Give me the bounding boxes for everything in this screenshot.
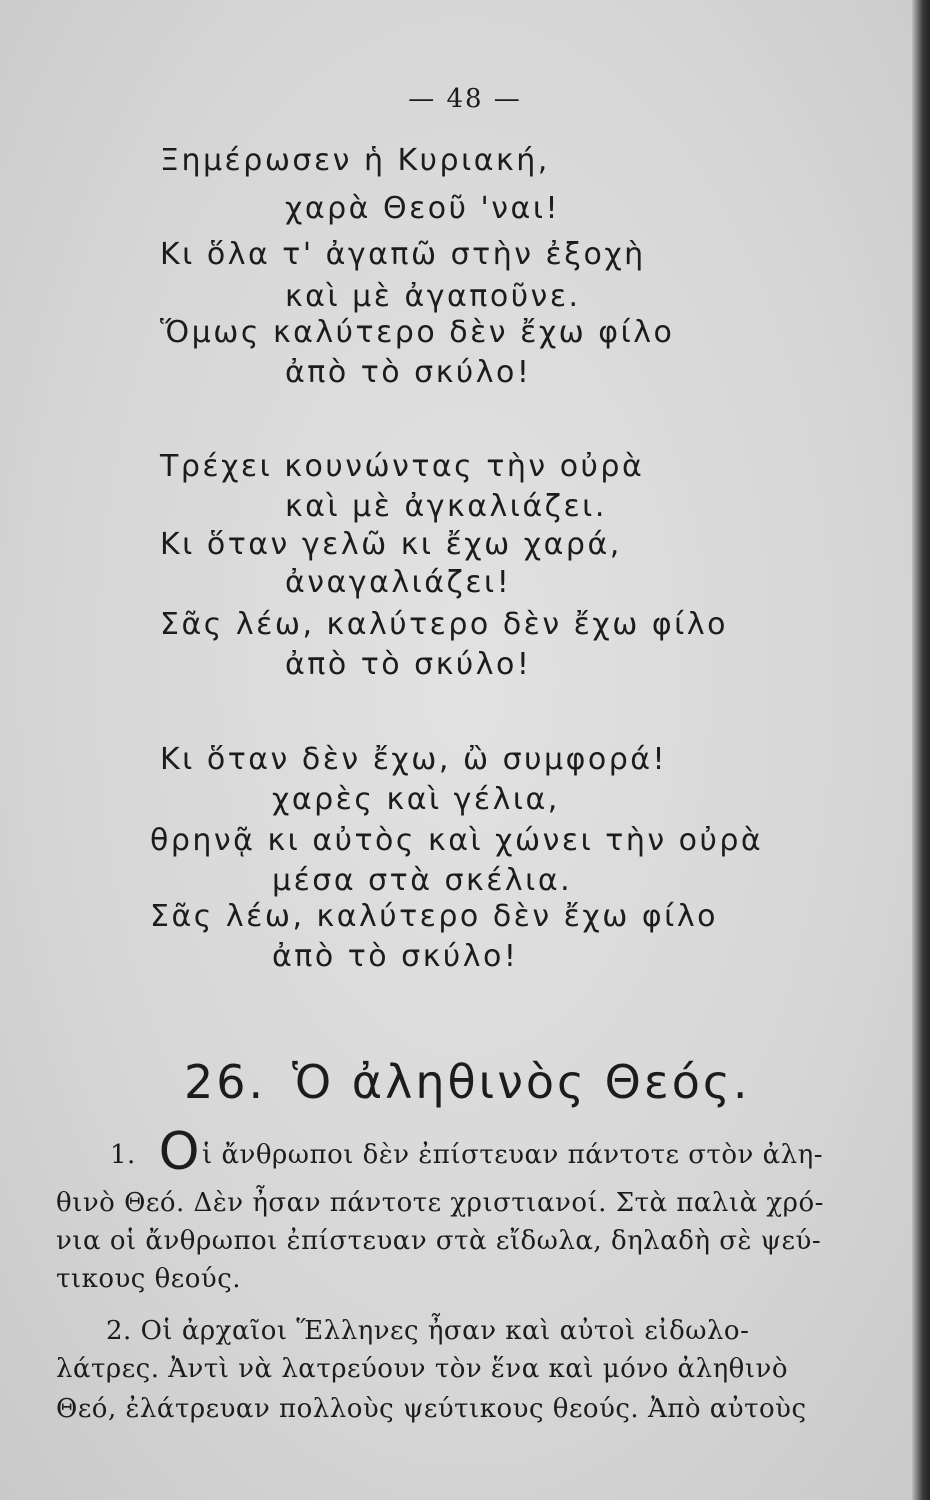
page-number: — 48 — — [408, 84, 522, 114]
poem-line: ἀπὸ τὸ σκύλο! — [285, 355, 532, 390]
poem-line: ἀπὸ τὸ σκύλο! — [285, 647, 532, 682]
poem-line: Κι ὅταν γελῶ κι ἔχω χαρά, — [160, 527, 622, 562]
drop-capital: Ο — [158, 1122, 201, 1182]
paragraph-2-line-1: 2. Οἱ ἀρχαῖοι Ἕλληνες ἦσαν καὶ αὐτοὶ εἰδωλο- — [106, 1316, 750, 1346]
poem-line: Κι ὅλα τ' ἀγαπῶ στὴν ἐξοχὴ — [160, 237, 646, 272]
poem-line: καὶ μὲ ἀγκαλιάζει. — [285, 489, 607, 524]
section-number: 26. — [184, 1055, 267, 1109]
poem-line: θρηνᾷ κι αὐτὸς καὶ χώνει τὴν οὐρὰ — [150, 823, 764, 858]
paragraph-number: 1. — [110, 1140, 136, 1170]
poem-line: Σᾶς λέω, καλύτερο δὲν ἔχω φίλο — [160, 607, 728, 642]
poem-line: χαρὰ Θεοῦ 'ναι! — [285, 191, 560, 226]
poem-line: μέσα στὰ σκέλια. — [272, 863, 573, 898]
poem-line: χαρὲς καὶ γέλια, — [272, 782, 560, 817]
paragraph-1-line-2: θινὸ Θεό. Δὲν ἦσαν πάντοτε χριστιανοί. Στὰ παλιὰ χρό- — [56, 1188, 824, 1218]
poem-line: καὶ μὲ ἀγαποῦνε. — [285, 279, 581, 314]
paragraph-2-line-3: Θεό, ἐλάτρευαν πολλοὺς ψεύτικους θεούς. Ἀπὸ αὐτοὺς — [56, 1394, 807, 1424]
poem-line: ἀναγαλιάζει! — [285, 565, 512, 600]
paragraph-1-line-3: νια οἱ ἄνθρωποι ἐπίστευαν στὰ εἴδωλα, δηλαδὴ σὲ ψεύ- — [56, 1226, 822, 1256]
section-heading — [184, 1055, 751, 1109]
poem-line: Σᾶς λέω, καλύτερο δὲν ἔχω φίλο — [150, 899, 718, 934]
paragraph-1-line-1: 1. Οἱ ἄνθρωποι δὲν ἐπίστευαν πάντοτε στὸν ἀλη- — [110, 1122, 823, 1182]
poem-line: Τρέχει κουνώντας τὴν οὐρὰ — [160, 449, 645, 484]
book-spine-shadow — [912, 0, 930, 1500]
poem-line: Ὅμως καλύτερο δὲν ἔχω φίλο — [160, 315, 675, 350]
paragraph-1-line-4: τικους θεούς. — [56, 1264, 242, 1294]
poem-line: ἀπὸ τὸ σκύλο! — [272, 939, 519, 974]
paragraph-2-line-2: λάτρες. Ἀντὶ νὰ λατρεύουν τὸν ἕνα καὶ μόνο ἀληθινὸ — [56, 1354, 788, 1384]
poem-line: Ξημέρωσεν ἡ Κυριακή, — [160, 143, 550, 178]
poem-line: Κι ὅταν δὲν ἔχω, ὢ συμφορά! — [160, 742, 668, 777]
section-title: Ὁ ἀληθινὸς Θεός. — [292, 1055, 751, 1109]
